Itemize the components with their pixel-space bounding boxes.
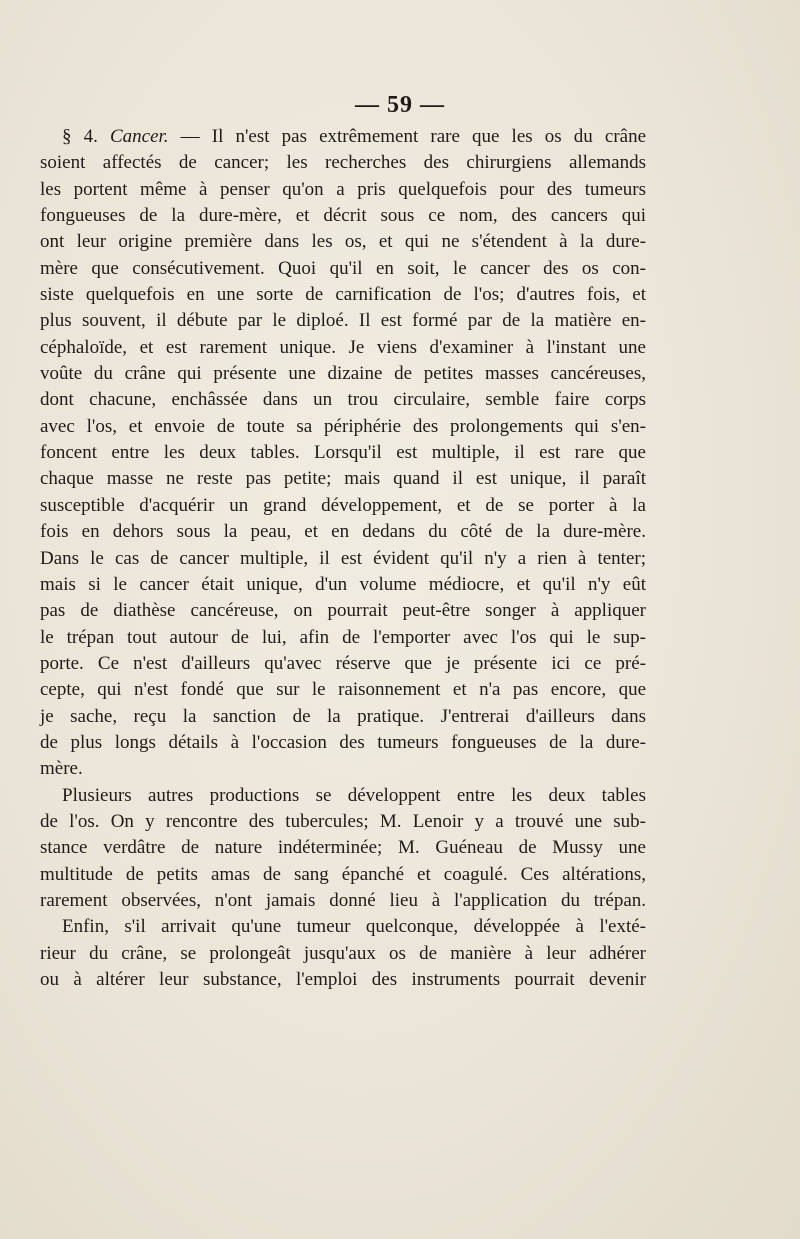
page-number: — 59 — xyxy=(355,92,445,118)
text-line: ont leur origine première dans les os, et qui ne s'étendent à la dure- xyxy=(40,231,646,253)
body-text xyxy=(40,124,646,993)
text-line: mère que consécutivement. Quoi qu'il en soit, le cancer des os con- xyxy=(40,257,646,279)
paragraph-other-productions xyxy=(40,783,646,915)
paragraph-cancer xyxy=(40,124,646,783)
section-title: Cancer. xyxy=(109,126,169,147)
text-line: stance verdâtre de nature indéterminée; M. Guéneau de Mussy une xyxy=(40,837,646,859)
text-line: voûte du crâne qui présente une dizaine de petites masses cancéreuses, xyxy=(40,363,646,385)
paragraph-enfin xyxy=(40,914,646,993)
text-line: fois en dehors sous la peau, et en dedans du côté de la dure-mère. xyxy=(40,521,646,543)
text-line: Dans le cas de cancer multiple, il est évident qu'il n'y a rien à tenter; xyxy=(40,547,646,569)
text-line: rarement observées, n'ont jamais donné lieu à l'application du trépan. xyxy=(40,889,646,911)
text-line: céphaloïde, et est rarement unique. Je viens d'examiner à l'instant une xyxy=(40,336,646,358)
text-line: les portent même à penser qu'on a pris quelquefois pour des tumeurs xyxy=(40,178,646,200)
text-line: rieur du crâne, se prolongeât jusqu'aux os de manière à leur adhérer xyxy=(40,942,646,964)
text-line: le trépan tout autour de lui, afin de l'emporter avec l'os qui le sup- xyxy=(40,626,646,648)
text-line: dont chacune, enchâssée dans un trou circulaire, semble faire corps xyxy=(40,389,646,411)
text-line: fongueuses de la dure-mère, et décrit sous ce nom, des cancers qui xyxy=(40,205,646,227)
text-line: susceptible d'acquérir un grand développement, et de se porter à la xyxy=(40,494,646,516)
text-line: cepte, qui n'est fondé que sur le raisonnement et n'a pas encore, que xyxy=(40,679,646,701)
text-line: foncent entre les deux tables. Lorsqu'il est multiple, il est rare que xyxy=(40,442,646,464)
text-line: je sache, reçu la sanction de la pratique. J'entrerai d'ailleurs dans xyxy=(40,705,646,727)
text-line: avec l'os, et envoie de toute sa périphérie des prolongements qui s'en- xyxy=(40,415,646,437)
text-line: pas de diathèse cancéreuse, on pourrait peut-être songer à appliquer xyxy=(40,600,646,622)
text-line: de plus longs détails à l'occasion des tumeurs fongueuses de la dure- xyxy=(40,731,646,753)
text-line: ou à altérer leur substance, l'emploi des instruments pourrait devenir xyxy=(40,969,646,990)
text-line: mère. xyxy=(40,758,83,780)
text-line: siste quelquefois en une sorte de carnification de l'os; d'autres fois, et xyxy=(40,284,646,306)
text-line: multitude de petits amas de sang épanché et coagulé. Ces altérations, xyxy=(40,863,646,885)
text-line: § 4. Cancer. — Il n'est pas extrêmement rare que les os du crâne xyxy=(62,126,647,147)
text-line: soient affectés de cancer; les recherches des chirurgiens allemands xyxy=(40,152,646,174)
text-line: mais si le cancer était unique, d'un volume médiocre, et qu'il n'y eût xyxy=(40,573,646,595)
text-line: porte. Ce n'est d'ailleurs qu'avec réserve que je présente ici ce pré- xyxy=(40,652,646,674)
text-line: de l'os. On y rencontre des tubercules; M. Lenoir y a trouvé une sub- xyxy=(40,810,646,832)
text-line: plus souvent, il débute par le diploé. Il est formé par de la matière en- xyxy=(40,310,646,332)
text-line: chaque masse ne reste pas petite; mais quand il est unique, il paraît xyxy=(40,468,646,490)
text-line: Plusieurs autres productions se développent entre les deux tables xyxy=(62,784,646,806)
text-line: Enfin, s'il arrivait qu'une tumeur quelconque, développée à l'exté- xyxy=(62,916,646,938)
